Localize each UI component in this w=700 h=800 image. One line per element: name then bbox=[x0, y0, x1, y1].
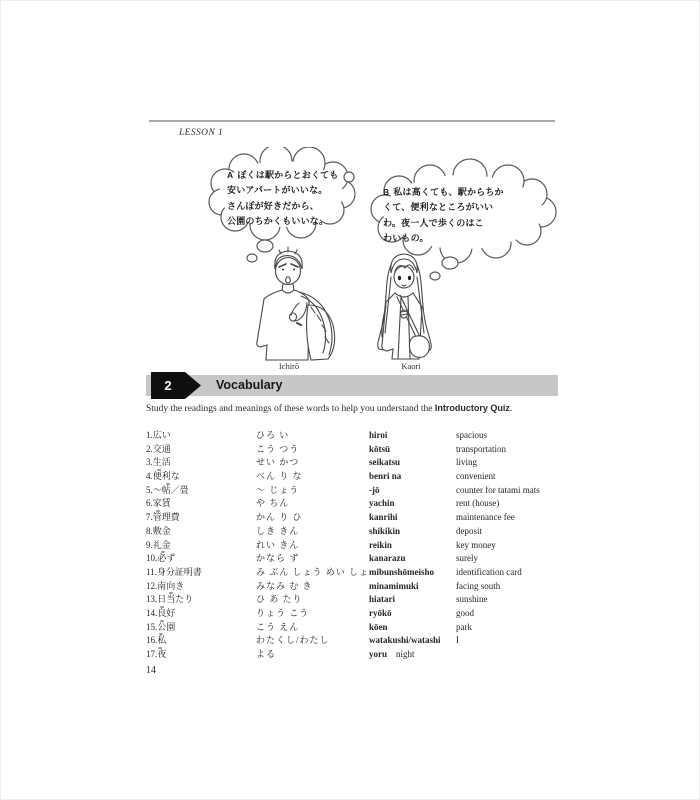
vocab-romaji: reikin bbox=[369, 539, 392, 550]
vocab-romaji: kanarazu bbox=[369, 553, 406, 564]
vocab-meaning: counter for tatami mats bbox=[456, 484, 540, 495]
lesson-label: LESSON 1 bbox=[179, 128, 224, 138]
vocab-kanji: 17.夜 bbox=[146, 649, 167, 659]
character-label-ichiro: Ichirō bbox=[278, 361, 300, 371]
vocab-romaji: ryōkō bbox=[369, 607, 392, 618]
character-label-kaori: Kaori bbox=[401, 361, 421, 371]
vocab-kanji: 15.公園 bbox=[146, 621, 176, 632]
vocab-reading: よる bbox=[256, 649, 277, 659]
intro-prefix: Study the readings and meanings of these words to help you understand the bbox=[146, 404, 435, 414]
vocab-reading: れい きん bbox=[256, 539, 300, 550]
kanji-annotation-mark bbox=[157, 469, 161, 471]
vocab-row bbox=[146, 621, 558, 635]
vocab-reading: べん り な bbox=[256, 471, 303, 482]
vocab-meaning: maintenance fee bbox=[456, 512, 515, 523]
vocab-row bbox=[146, 525, 558, 539]
vocab-meaning: identification card bbox=[456, 566, 522, 577]
bubble-b-line-1: 私は高くても、駅からちか bbox=[393, 187, 504, 197]
kanji-annotation-mark bbox=[158, 647, 162, 649]
bubble-a-line-2: 安いアパートがいいな。 bbox=[227, 185, 328, 196]
header-rule bbox=[149, 120, 555, 122]
bubble-a-label: A bbox=[227, 170, 234, 180]
vocab-meaning: surely bbox=[456, 553, 478, 564]
vocab-meaning: spacious bbox=[456, 430, 487, 440]
vocab-row bbox=[146, 470, 558, 484]
vocab-row bbox=[146, 511, 558, 525]
vocab-reading: み ぶん しょう めい しょ bbox=[256, 566, 370, 577]
bubble-b-line-2: くて、便利なところがいい bbox=[383, 202, 494, 213]
vocab-reading: かなら ず bbox=[256, 553, 300, 564]
vocab-romaji: mibunshōmeisho bbox=[369, 566, 435, 577]
vocab-kanji: 13.日当たり bbox=[146, 594, 194, 605]
vocab-meaning: convenient bbox=[456, 471, 496, 482]
vocab-reading: や ちん bbox=[256, 498, 290, 509]
vocab-row bbox=[146, 429, 558, 443]
vocab-kanji: 10.必ず bbox=[146, 553, 176, 564]
vocab-row bbox=[146, 539, 558, 553]
vocab-kanji: 6.家賃 bbox=[146, 498, 171, 509]
vocab-kanji: 1.広い bbox=[146, 430, 171, 440]
vocab-row bbox=[146, 634, 558, 648]
vocab-romaji: kōtsū bbox=[369, 443, 391, 454]
vocab-romaji: yoru bbox=[369, 649, 387, 659]
vocab-kanji: 8.敷金 bbox=[146, 525, 171, 536]
vocab-row bbox=[146, 580, 558, 594]
vocab-reading: せい かつ bbox=[256, 457, 300, 468]
character-kaori-drawing bbox=[378, 254, 431, 359]
vocab-meaning: facing south bbox=[456, 580, 501, 591]
vocab-meaning: I bbox=[456, 635, 459, 646]
vocab-meaning: living bbox=[456, 457, 478, 468]
bubble-a-line-4: 公園のちかくもいいな。 bbox=[227, 216, 329, 227]
vocab-meaning: transportation bbox=[456, 443, 506, 454]
vocab-romaji: watakushi/watashi bbox=[369, 635, 441, 646]
vocab-romaji: -jō bbox=[369, 484, 380, 495]
vocab-reading: ひろ い bbox=[256, 430, 290, 440]
vocab-reading: ひ あ たり bbox=[256, 594, 303, 605]
vocab-romaji: kōen bbox=[369, 621, 388, 632]
vocab-romaji: shikikin bbox=[369, 525, 401, 536]
vocab-row bbox=[146, 484, 558, 498]
vocab-reading: わたくし/わたし bbox=[256, 635, 330, 646]
kanji-annotation-mark bbox=[160, 620, 164, 622]
character-ichiro-drawing bbox=[257, 247, 335, 360]
vocab-romaji: seikatsu bbox=[369, 457, 401, 468]
vocab-reading: しき きん bbox=[256, 525, 300, 536]
vocab-meaning: sunshine bbox=[456, 594, 488, 605]
vocab-kanji: 12.南向き bbox=[146, 580, 185, 591]
vocab-reading: かん り ひ bbox=[256, 512, 303, 523]
vocab-meaning: park bbox=[456, 621, 472, 632]
intro-bold: Introductory Quiz bbox=[434, 403, 510, 413]
vocab-row bbox=[146, 552, 558, 566]
vocab-row bbox=[146, 443, 558, 457]
bubble-a-line-1: ぼくは駅からとおくても bbox=[237, 170, 339, 180]
vocab-kanji: 9.礼金 bbox=[146, 539, 171, 550]
vocab-reading: みなみ む き bbox=[256, 580, 313, 591]
bubble-a-line-3: さんぽが好きだから、 bbox=[227, 200, 320, 211]
kanji-annotation-mark bbox=[166, 483, 170, 485]
intro-suffix: . bbox=[509, 404, 513, 414]
section-number: 2 bbox=[164, 378, 172, 393]
vocab-meaning: deposit bbox=[456, 525, 482, 536]
vocab-meaning: rent (house) bbox=[456, 498, 500, 509]
section-title: Vocabulary bbox=[216, 378, 283, 392]
vocab-reading: りょう こう bbox=[256, 607, 310, 618]
vocab-row bbox=[146, 566, 558, 580]
vocabulary-section-bar bbox=[146, 375, 558, 396]
page-number: 14 bbox=[146, 665, 156, 676]
vocab-row bbox=[146, 593, 558, 607]
vocab-rows bbox=[146, 429, 558, 662]
vocab-reading: ～ じょう bbox=[256, 484, 300, 495]
vocab-romaji: yachin bbox=[369, 498, 395, 509]
thought-bubble-a-text bbox=[227, 168, 357, 230]
vocab-kanji: 7.管理費 bbox=[146, 512, 180, 523]
intro-sentence bbox=[146, 403, 566, 414]
vocab-romaji: hiroi bbox=[369, 430, 388, 440]
vocab-row bbox=[146, 456, 558, 470]
vocab-kanji: 5.～帖／畳 bbox=[146, 484, 189, 495]
kanji-annotation-mark bbox=[161, 551, 165, 553]
vocab-romaji: minamimuki bbox=[369, 580, 419, 591]
thought-bubble-b-text bbox=[383, 185, 543, 247]
vocab-row bbox=[146, 607, 558, 621]
vocab-romaji: benri na bbox=[369, 471, 402, 482]
vocab-meaning: night bbox=[396, 649, 415, 659]
kanji-annotation-mark bbox=[160, 606, 164, 608]
vocab-kanji: 14.良好 bbox=[146, 607, 176, 618]
vocab-kanji: 2.交通 bbox=[146, 443, 171, 454]
kanji-annotation-mark bbox=[156, 510, 160, 512]
bubble-b-label: B bbox=[383, 187, 390, 197]
vocab-kanji: 4.便利な bbox=[146, 471, 180, 482]
vocab-reading: こう つう bbox=[256, 443, 300, 454]
vocab-kanji: 11.身分証明書 bbox=[146, 566, 202, 577]
vocab-reading: こう えん bbox=[256, 621, 300, 632]
vocab-romaji: hiatari bbox=[369, 594, 395, 605]
bubble-b-line-3: わ。夜一人で歩くのはこ bbox=[383, 217, 484, 228]
vocab-meaning: key money bbox=[456, 539, 496, 550]
vocab-row bbox=[146, 648, 558, 662]
vocab-kanji: 16.私 bbox=[146, 635, 167, 646]
bubble-b-line-4: わいもの。 bbox=[383, 233, 429, 244]
vocab-kanji: 3.生活 bbox=[146, 457, 171, 468]
vocab-row bbox=[146, 497, 558, 511]
vocab-meaning: good bbox=[456, 607, 474, 618]
vocab-romaji: kanrihi bbox=[369, 512, 398, 523]
